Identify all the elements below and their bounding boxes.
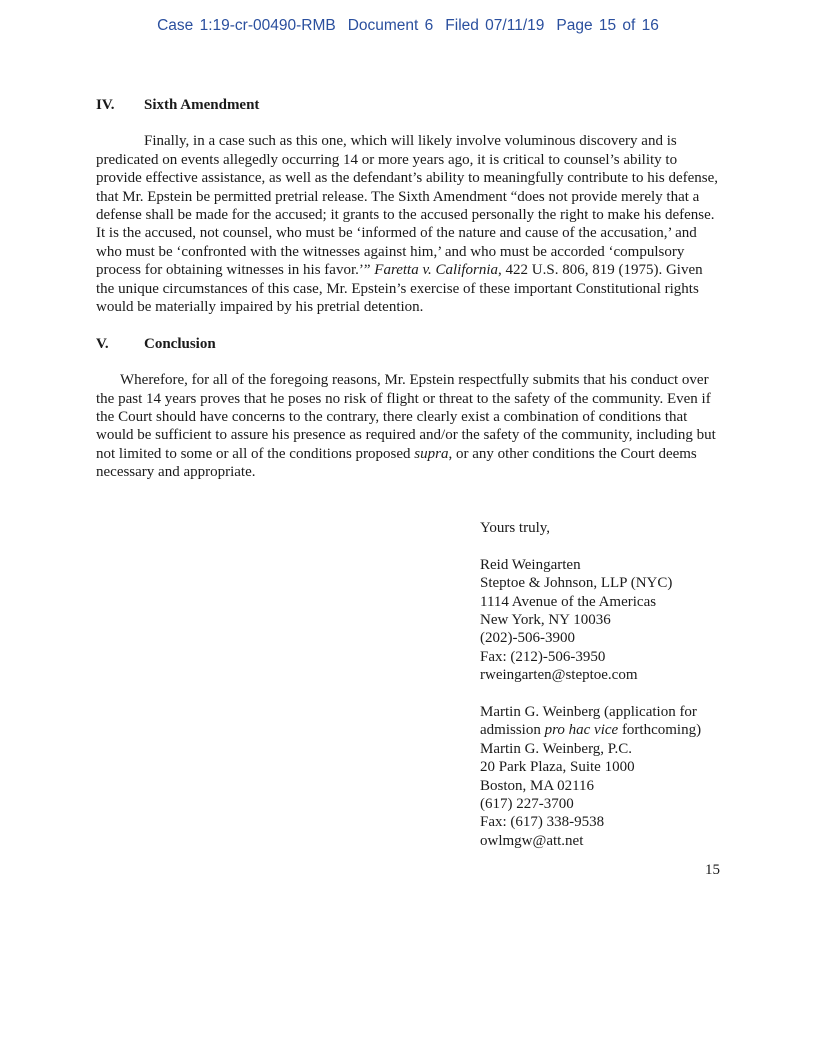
fax: Fax: (212)-506-3950 <box>480 648 606 665</box>
fax: Fax: (617) 338-9538 <box>480 814 605 831</box>
email: owlmgw@att.net <box>480 832 584 849</box>
document-number: Document 6 <box>347 17 434 34</box>
section-number: IV. <box>96 97 115 113</box>
firm-name: Martin G. Weinberg, P.C. <box>480 740 632 757</box>
address-line: New York, NY 10036 <box>480 612 611 629</box>
case-citation: Faretta v. California <box>374 262 499 279</box>
ecf-header <box>0 17 816 35</box>
section-heading-sixth-amendment <box>96 96 720 114</box>
address-line: 1114 Avenue of the Americas <box>480 593 657 610</box>
conclusion-paragraph: Wherefore, for all of the foregoing reasons, Mr. Epstein respectfully submits that his conduct over the past 14 years proves that he poses no risk of flight or threat to the safety of the community. Even if the Court should have concerns to the contrary, there clearly exist a combination of conditions that would be sufficient to assure his presence as required and/or the safety of the community, including but not limited to some or all of the conditions proposed supra, or any other conditions the Court deems necessary and appropriate. <box>96 372 716 481</box>
signature-block <box>480 519 730 850</box>
attorney-reid-weingarten <box>480 556 730 685</box>
attorney-martin-weinberg <box>480 703 730 850</box>
closing: Yours truly, <box>480 520 551 536</box>
filed-date: Filed 07/11/19 <box>445 17 545 34</box>
case-number: Case 1:19-cr-00490-RMB <box>157 17 336 34</box>
phone: (202)-506-3900 <box>480 630 575 647</box>
supra-term: supra <box>414 445 449 462</box>
section-title: Sixth Amendment <box>144 97 260 113</box>
section-heading-conclusion <box>96 335 720 353</box>
document-body <box>96 96 720 500</box>
email: rweingarten@steptoe.com <box>480 667 638 684</box>
phone: (617) 227-3700 <box>480 796 574 813</box>
section-number: V. <box>96 335 109 352</box>
section-title: Conclusion <box>144 335 216 352</box>
address-line: Boston, MA 02116 <box>480 777 595 794</box>
attorney-name: Martin G. Weinberg (application for <box>480 704 697 721</box>
address-line: 20 Park Plaza, Suite 1000 <box>480 759 635 776</box>
page-count: Page 15 of 16 <box>556 17 659 34</box>
attorney-name: Reid Weingarten <box>480 556 581 573</box>
sixth-amendment-paragraph: Finally, in a case such as this one, which will likely involve voluminous discovery and is predicated on events allegedly occurring 14 or more years ago, it is critical to counsel’s ability to provide effective assistance, as well as the defendant’s ability to meaningfully contribute to his defense, that Mr. Epstein be permitted pretrial release. The Sixth Amendment “does not provide merely that a defense shall be made for the accused; it grants to the accused personally the right to make his defense. It is the accused, not counsel, who must be ‘informed of the nature and cause of the accusation,’ and who must be ‘confronted with the witnesses against him,’ and who must be accorded ‘compulsory process for obtaining witnesses in his favor.’” Faretta v. California, 422 U.S. 806, 819 (1975). Given the unique circumstances of this case, Mr. Epstein’s exercise of these important Constitutional rights would be materially impaired by his pretrial detention. <box>96 133 719 316</box>
firm-name: Steptoe & Johnson, LLP (NYC) <box>480 575 673 592</box>
page-number: 15 <box>705 862 720 878</box>
admission-status: admission pro hac vice forthcoming) <box>480 722 702 739</box>
